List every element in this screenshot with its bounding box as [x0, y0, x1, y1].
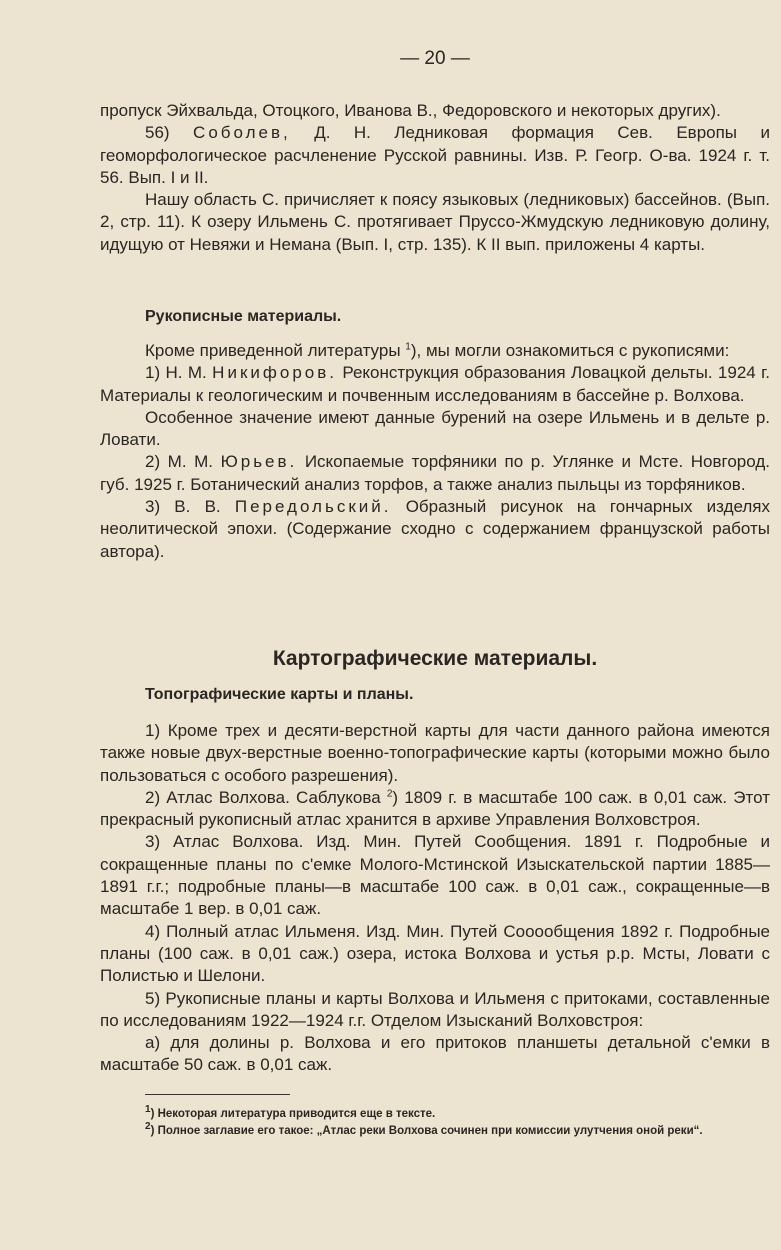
entry-author: Соболев,	[193, 123, 291, 143]
page-number: — 20 —	[400, 48, 470, 69]
intro-text: Кроме приведенной литературы	[145, 341, 401, 360]
entry-56	[100, 122, 770, 189]
item-text: Реконструкция образования Ловацкой дельты. 1924 г. Материалы к геологическим и почвенным исследованиям в бассейне р. Волхова.	[100, 363, 770, 405]
carto-item-3: 3) Атлас Волхова. Изд. Мин. Путей Сообщения. 1891 г. Подробные и сокращенные планы по с'емке Молого-Мстинской Изыскательской партии 1885—1891 г.г.; подробные планы—в масштабе 100 саж. в 0,01 саж., сокращенные—в масштабе 1 вер. в 0,01 саж.	[100, 832, 770, 919]
item-text: Ископаемые торфяники по р. Углянке и Мсте. Новгород. губ. 1925 г. Ботанический анализ торфов, а также анализ пыльцы из торфяников.	[100, 452, 770, 494]
item-author: Передольский.	[234, 497, 392, 517]
item-number: 1) Н. М.	[145, 363, 207, 383]
footnote-1	[100, 1106, 770, 1123]
footnote-2	[100, 1123, 770, 1140]
item-number: 3) В. В.	[145, 497, 221, 517]
carto-item-5a: а) для долины р. Волхова и его притоков планшеты детальной с'емки в масштабе 50 саж. в 0,01 саж.	[100, 1033, 770, 1075]
manuscript-item-2	[100, 451, 770, 496]
footnote-mark: 2	[145, 1121, 151, 1133]
manuscript-item-1	[100, 362, 770, 407]
carto-item-4: 4) Полный атлас Ильменя. Изд. Мин. Путей Сооообщения 1892 г. Подробные планы (100 саж. в 0,01 саж.) озера, истока Волхова и устья р.р. Мсты, Ловати с Полистью и Шелони.	[100, 921, 770, 986]
footnote-text: ) Полное заглавие его такое: „Атлас реки Волхова сочинен при комиссии улутчения оной реки“.	[150, 1125, 703, 1137]
entry-text: Д. Н. Ледниковая формация Сев. Европы и геоморфологическое расчленение Русской равнины. Изв. Р. Геогр. О-ва. 1924 г. т. 56. Вып. I и II.	[100, 123, 770, 187]
footnote-ref-1: 1	[405, 341, 411, 353]
manuscripts-intro	[100, 340, 770, 362]
entry-number: 56)	[145, 123, 170, 143]
paragraph-p1: пропуск Эйхвальда, Отоцкого, Иванова В., Федоровского и некоторых других).	[100, 101, 721, 120]
literature-continuation	[100, 100, 770, 256]
intro-text-rest: ), мы могли ознакомиться с рукописями:	[410, 341, 730, 360]
footnote-mark: 1	[145, 1104, 151, 1116]
footnote-text: ) Некоторая литература приводится еще в тексте.	[150, 1108, 436, 1120]
footnote-ref-2: 2	[386, 788, 393, 800]
manuscript-note: Особенное значение имеют данные бурений на озере Ильмень и в дельте р. Ловати.	[100, 407, 770, 450]
item-author: Юрьев.	[220, 452, 298, 472]
manuscripts-section	[100, 340, 770, 563]
item-text: 2) Атлас Волхова. Саблукова	[145, 787, 381, 807]
item-number: 2) М. М.	[145, 452, 213, 472]
heading-cartographic: Картографические материалы.	[272, 647, 598, 670]
item-author: Никифоров.	[212, 363, 337, 383]
manuscript-item-3	[100, 496, 770, 563]
carto-item-5: 5) Рукописные планы и карты Волхова и Ильменя с притоками, составленные по исследованиям 1922—1924 г.г. Отделом Изысканий Волховстроя:	[100, 988, 770, 1030]
paragraph-p3: Нашу область С. причисляет к поясу языковых (ледниковых) бассейнов. (Вып. 2, стр. 11). К озеру Ильмень С. протягивает Пруссо-Жмудскую ледниковую долину, идущую от Невяжи и Немана (Вып. I, стр. 135). К II вып. приложены 4 карты.	[100, 190, 770, 254]
footnote-divider	[145, 1094, 290, 1095]
carto-item-2	[100, 787, 770, 832]
carto-item-1: 1) Кроме трех и десяти-верстной карты для части данного района имеются также новые двух-верстные военно-топографические карты (которыми можно было пользоваться с особого разрешения).	[100, 721, 770, 785]
item-text-rest: ) 1809 г. в масштабе 100 саж. в 0,01 саж. Этот прекрасный рукописный атлас хранится в архиве Управления Волховстроя.	[100, 787, 770, 830]
cartographic-section	[100, 720, 770, 1077]
heading-topographic: Топографические карты и планы.	[145, 686, 414, 703]
heading-manuscripts: Рукописные материалы.	[145, 308, 342, 325]
item-text: Образный рисунок на гончарных изделях неолитической эпохи. (Содержание сходно с содержанием французской работы автора).	[100, 497, 771, 561]
footnotes	[100, 1106, 770, 1140]
